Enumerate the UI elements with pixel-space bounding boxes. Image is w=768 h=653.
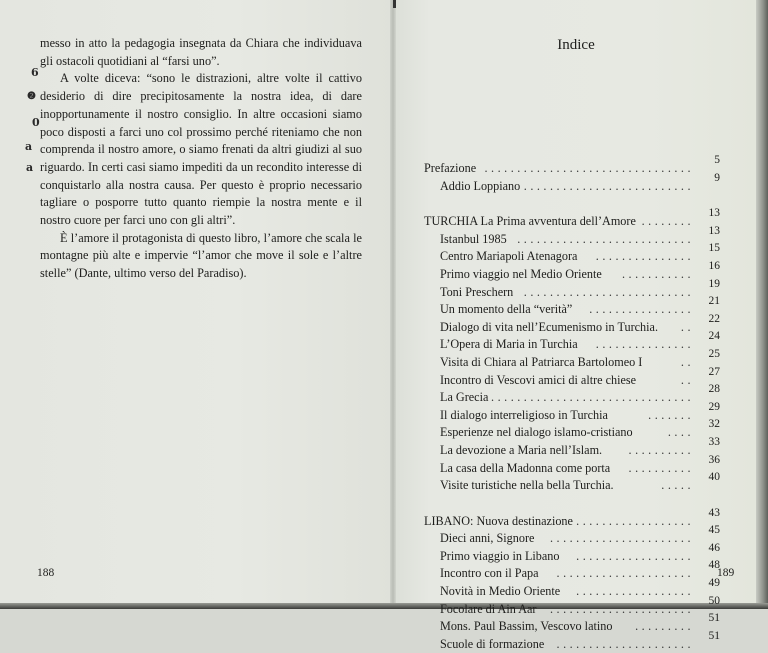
toc-entry-page: 32 [708, 418, 720, 431]
handwritten-mark: 6 [31, 66, 39, 79]
toc-entry-page: 51 [708, 612, 720, 625]
toc-leader-dots: ............................... [491, 390, 694, 405]
toc-entry-label: Centro Mariapoli Atenagora [440, 249, 578, 264]
toc-entry-label: LIBANO: Nuova destinazione [424, 513, 573, 528]
toc-entry [424, 418, 724, 442]
toc-entry [424, 259, 724, 284]
toc-entry-label: Mons. Paul Bassim, Vescovo latino [440, 619, 613, 634]
toc-entry-label: Scuole di formazione [440, 636, 545, 651]
toc-leader-dots: ............... [595, 337, 694, 352]
toc-entry [424, 435, 724, 460]
paragraph: A volte diceva: “sono le distrazioni, altre volte il cattivo desiderio di dire precipitosamente la nostra idea, di dare inopportunamente il nostro consiglio. In altre occasioni siamo poco disposti a farci uno col prossimo perché riteniamo che non comprenda il nostro amore, o siamo frenati da altri giudizi al suo riguardo. In certi casi siamo impediti da un recondito interesse di conquistarlo alla nostra causa. Per questo è proprio necessario tagliare o posporre tutto quanto riempie la nostra mente e il nostro cuore per farci uno con gli altri”. [40, 71, 362, 228]
handwritten-mark: a [26, 161, 34, 174]
toc-entry [424, 365, 724, 390]
toc-leader-dots: ...................... [549, 531, 694, 546]
toc-section-gap [424, 195, 724, 213]
toc-entry [424, 171, 724, 196]
toc-entry-label: Esperienze nel dialogo islamo-cristiano [440, 425, 633, 440]
toc-entry [424, 559, 724, 583]
toc-entry-page: 46 [708, 541, 720, 554]
toc-leader-dots: ........ [641, 214, 694, 229]
toc-leader-dots: .......................... [523, 178, 694, 193]
toc-leader-dots: ................................ [484, 161, 694, 175]
toc-leader-dots: .......... [628, 442, 694, 457]
toc-entry-page: 36 [708, 453, 720, 466]
toc-entry-page: 15 [708, 242, 720, 255]
toc-entry-page: 27 [708, 365, 720, 378]
toc-entry-page: 43 [708, 506, 720, 519]
toc-entry-page: 51 [708, 629, 720, 642]
page-number-right: 189 [717, 567, 735, 579]
toc-leader-dots: ..................... [556, 566, 694, 581]
toc-entry-label: Incontro di Vescovi amici di altre chiese [440, 372, 637, 387]
toc-entry [424, 295, 724, 319]
toc-leader-dots: ............... [595, 249, 694, 264]
toc-leader-dots: .................. [576, 584, 694, 599]
toc-entry [424, 577, 724, 601]
toc-leader-dots: .......................... [523, 284, 694, 299]
left-page-body [40, 35, 362, 283]
toc-entry-label: L’Opera di Maria in Turchia [440, 337, 578, 352]
toc-entry-label: Dieci anni, Signore [440, 531, 535, 546]
toc-entry [424, 524, 724, 548]
toc-entry-label: Toni Preschern [440, 284, 514, 299]
toc-entry-page: 49 [708, 577, 720, 590]
toc-leader-dots: .................. [576, 513, 694, 528]
handwritten-mark: 0 [32, 116, 40, 129]
toc-entry-page: 29 [708, 400, 720, 413]
toc-entry-page: 48 [708, 559, 720, 572]
book-gutter [390, 0, 396, 604]
toc-entry-label: TURCHIA La Prima avventura dell’Amore [424, 214, 636, 229]
toc-entry-page: 13 [708, 224, 720, 237]
toc-leader-dots: .. [680, 354, 694, 369]
toc-entry-page: 13 [708, 207, 720, 220]
table-of-contents [424, 154, 724, 653]
toc-leader-dots: ........... [621, 266, 694, 281]
toc-entry [424, 312, 724, 337]
toc-entry-label: Prefazione [424, 161, 477, 175]
toc-section-entry [424, 154, 724, 178]
toc-leader-dots: .................. [576, 548, 694, 563]
toc-leader-dots: ..... [661, 478, 694, 493]
page-number-left: 188 [37, 567, 55, 579]
toc-section-gap [424, 495, 724, 513]
handwritten-mark: a [25, 140, 33, 153]
spine-shadow [393, 0, 396, 8]
toc-entry-label: Novità in Medio Oriente [440, 584, 561, 599]
toc-entry-label: Primo viaggio in Libano [440, 548, 560, 563]
toc-entry [424, 224, 724, 249]
toc-leader-dots: .. [680, 319, 694, 334]
toc-entry-page: 24 [708, 330, 720, 343]
toc-entry [424, 629, 724, 653]
toc-entry-page: 33 [708, 435, 720, 448]
toc-entry [424, 383, 724, 407]
toc-section-entry [424, 207, 724, 231]
toc-leader-dots: .. [680, 372, 694, 387]
toc-entry-label: Visita di Chiara al Patriarca Bartolomeo I [440, 354, 643, 369]
toc-entry-label: Visite turistiche nella bella Turchia. [440, 478, 614, 493]
toc-entry-label: Focolare di Ain Aar [440, 601, 537, 616]
toc-entry-label: Addio Loppiano [440, 178, 521, 193]
toc-title: Indice [557, 37, 595, 53]
toc-entry [424, 453, 724, 478]
toc-entry-page: 16 [708, 259, 720, 272]
toc-entry [424, 594, 724, 619]
toc-leader-dots: .... [667, 425, 694, 440]
toc-leader-dots: ..................... [556, 636, 694, 651]
toc-entry-page: 45 [708, 524, 720, 537]
toc-entry-label: Dialogo di vita nell’Ecumenismo in Turchia. [440, 319, 658, 334]
toc-leader-dots: ................ [589, 302, 694, 317]
toc-entry-page: 25 [708, 347, 720, 360]
toc-entry [424, 541, 724, 566]
toc-entry-page: 19 [708, 277, 720, 290]
toc-entry [424, 330, 724, 354]
toc-entry-page: 21 [708, 295, 720, 308]
toc-entry-page: 50 [708, 594, 720, 607]
toc-entry-label: Primo viaggio nel Medio Oriente [440, 266, 602, 281]
toc-entry-page: 22 [708, 312, 720, 325]
toc-entry-page: 9 [714, 171, 720, 184]
toc-entry-page: 40 [708, 471, 720, 484]
toc-entry-label: Un momento della “verità” [440, 302, 573, 317]
toc-leader-dots: ....... [648, 407, 694, 422]
toc-entry-label: Il dialogo interreligioso in Turchia [440, 407, 608, 422]
toc-leader-dots: ...................... [549, 601, 694, 616]
toc-entry-page: 28 [708, 383, 720, 396]
paragraph: messo in atto la pedagogia insegnata da Chiara che individuava gli ostacoli quotidiani al “farsi uno”. [40, 36, 362, 68]
toc-entry-label: Istanbul 1985 [440, 231, 507, 246]
toc-leader-dots: .......... [628, 460, 694, 475]
toc-entry [424, 242, 724, 266]
toc-entry [424, 347, 724, 372]
toc-entry [424, 277, 724, 302]
toc-entry-label: La devozione a Maria nell’Islam. [440, 442, 603, 457]
paragraph: È l’amore il protagonista di questo libro, l’amore che scala le montagne più alte e impervie “l’amor che move il sole e l’altre stelle” (Dante, ultimo verso del Paradiso). [40, 230, 362, 281]
page-edge-right [756, 0, 768, 609]
handwritten-mark: ❷ [27, 91, 36, 102]
toc-entry-label: La Grecia [440, 390, 489, 405]
toc-leader-dots: ......... [635, 619, 694, 634]
toc-leader-dots: ........................... [517, 231, 694, 246]
toc-section-entry [424, 506, 724, 531]
toc-entry [424, 471, 724, 495]
toc-entry [424, 400, 724, 425]
toc-entry [424, 612, 724, 636]
toc-entry-page: 5 [714, 154, 720, 166]
toc-entry-label: Incontro con il Papa [440, 566, 539, 581]
toc-entry-label: La casa della Madonna come porta [440, 460, 611, 475]
